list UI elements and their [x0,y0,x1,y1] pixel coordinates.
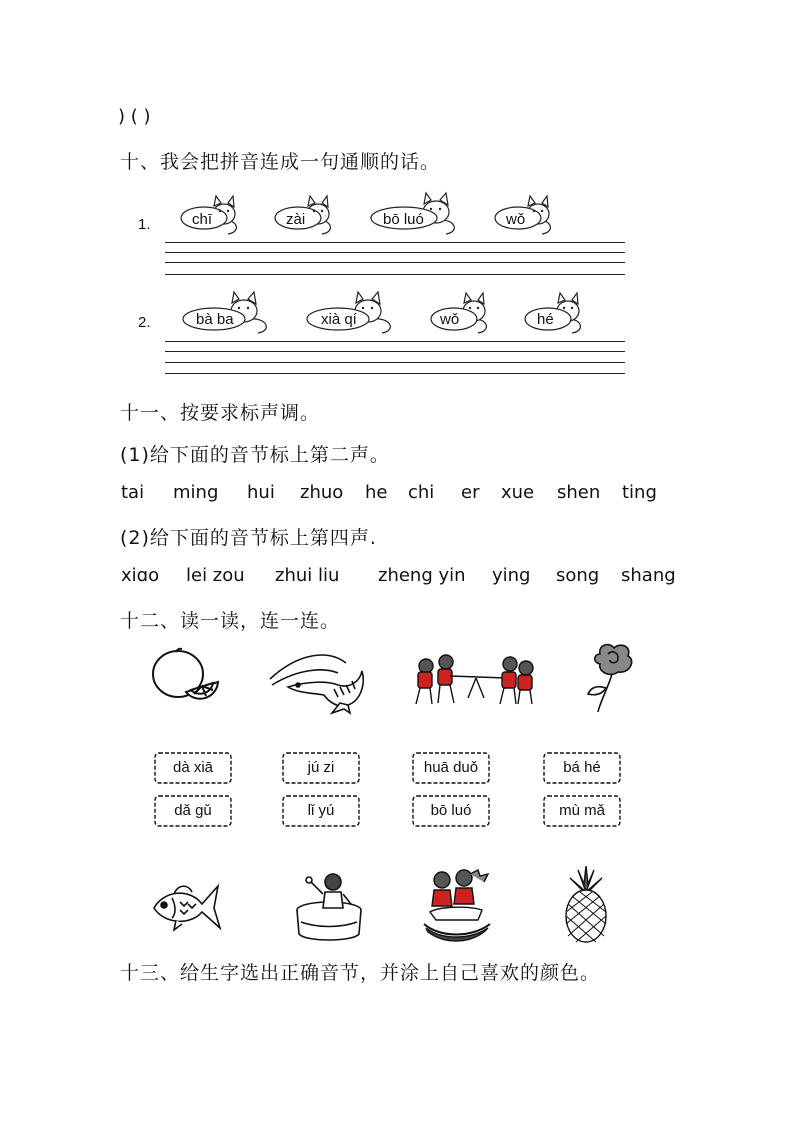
q10-syllable: chī [192,211,213,228]
syllable[interactable]: he [365,482,388,503]
q11-syllable-row2 [0,565,794,589]
pinyin-card[interactable] [154,752,232,784]
pinyin-card-label: huā duǒ [423,759,479,776]
q10-syllable: hé [537,311,554,328]
q10-syllable: zài [286,211,306,228]
orange-icon[interactable] [150,646,222,706]
syllable[interactable]: er [461,482,480,503]
syllable[interactable]: zheng yin [378,565,466,586]
pinyin-card-label: jú zi [307,759,335,776]
q10-row2-label: 2. [138,314,151,331]
q10-syllable: wǒ [440,311,460,328]
q11-sub2: (2)给下面的音节标上第四声. [120,527,377,549]
pinyin-card-label: dǎ gǔ [174,802,212,819]
syllable[interactable]: chi [408,482,435,503]
pinyin-card-label: mù mǎ [559,802,605,819]
pinyin-card[interactable] [282,795,360,827]
syllable[interactable]: ming [173,482,219,503]
syllable[interactable]: song [556,565,600,586]
pinyin-card-label: dà xiā [172,759,214,776]
pinyin-card[interactable] [543,752,621,784]
q13-title: 十三、给生字选出正确音节，并涂上自己喜欢的颜色。 [120,962,601,984]
syllable[interactable]: shen [557,482,601,503]
pinyin-card-label: bá hé [563,759,601,776]
writing-line [165,274,625,275]
cat-bubble-icon [274,188,338,236]
top-parentheses: ) ( ) [118,106,151,127]
tug-of-war-icon[interactable] [412,652,540,710]
q10-syllable: bō luó [383,211,424,228]
q11-sub1: (1)给下面的音节标上第二声。 [120,444,390,466]
q10-syllable: bà ba [196,311,234,328]
writing-line [165,262,625,263]
syllable[interactable]: ting [622,482,657,503]
writing-line [165,351,625,352]
shrimp-icon[interactable] [268,645,368,715]
syllable[interactable]: zhui liu [275,565,340,586]
cat-bubble-icon [524,287,588,335]
writing-line [165,252,625,253]
q11-syllable-row1 [0,482,794,506]
pineapple-icon[interactable] [560,866,612,944]
q10-row1-label: 1. [138,216,151,233]
pinyin-card-label: bō luó [430,802,472,819]
syllable[interactable]: xiɑo [121,565,160,586]
pinyin-card[interactable] [543,795,621,827]
q10-syllable: wǒ [506,211,526,228]
rose-icon[interactable] [584,640,640,716]
q12-title: 十二、读一读，连一连。 [120,610,341,632]
pinyin-card[interactable] [412,752,490,784]
syllable[interactable]: xue [501,482,535,503]
q10-syllable: xià qí [321,311,357,328]
q10-title: 十、我会把拼音连成一句通顺的话。 [120,151,441,173]
writing-line[interactable] [165,242,625,243]
syllable[interactable]: zhuo [300,482,344,503]
rocking-horse-icon[interactable] [420,866,494,942]
pinyin-card[interactable] [282,752,360,784]
syllable[interactable]: lei zou [186,565,245,586]
carp-icon[interactable] [150,878,224,934]
syllable[interactable]: hui [247,482,275,503]
drum-icon[interactable] [293,870,365,944]
pinyin-card[interactable] [154,795,232,827]
writing-line[interactable] [165,341,625,342]
writing-line [165,362,625,363]
syllable[interactable]: ying [492,565,531,586]
syllable[interactable]: shang [621,565,676,586]
q11-title: 十一、按要求标声调。 [120,402,321,424]
pinyin-card[interactable] [412,795,490,827]
pinyin-card-label: lǐ yú [307,802,335,819]
syllable[interactable]: tai [121,482,145,503]
cat-bubble-icon [494,188,558,236]
writing-line [165,373,625,374]
